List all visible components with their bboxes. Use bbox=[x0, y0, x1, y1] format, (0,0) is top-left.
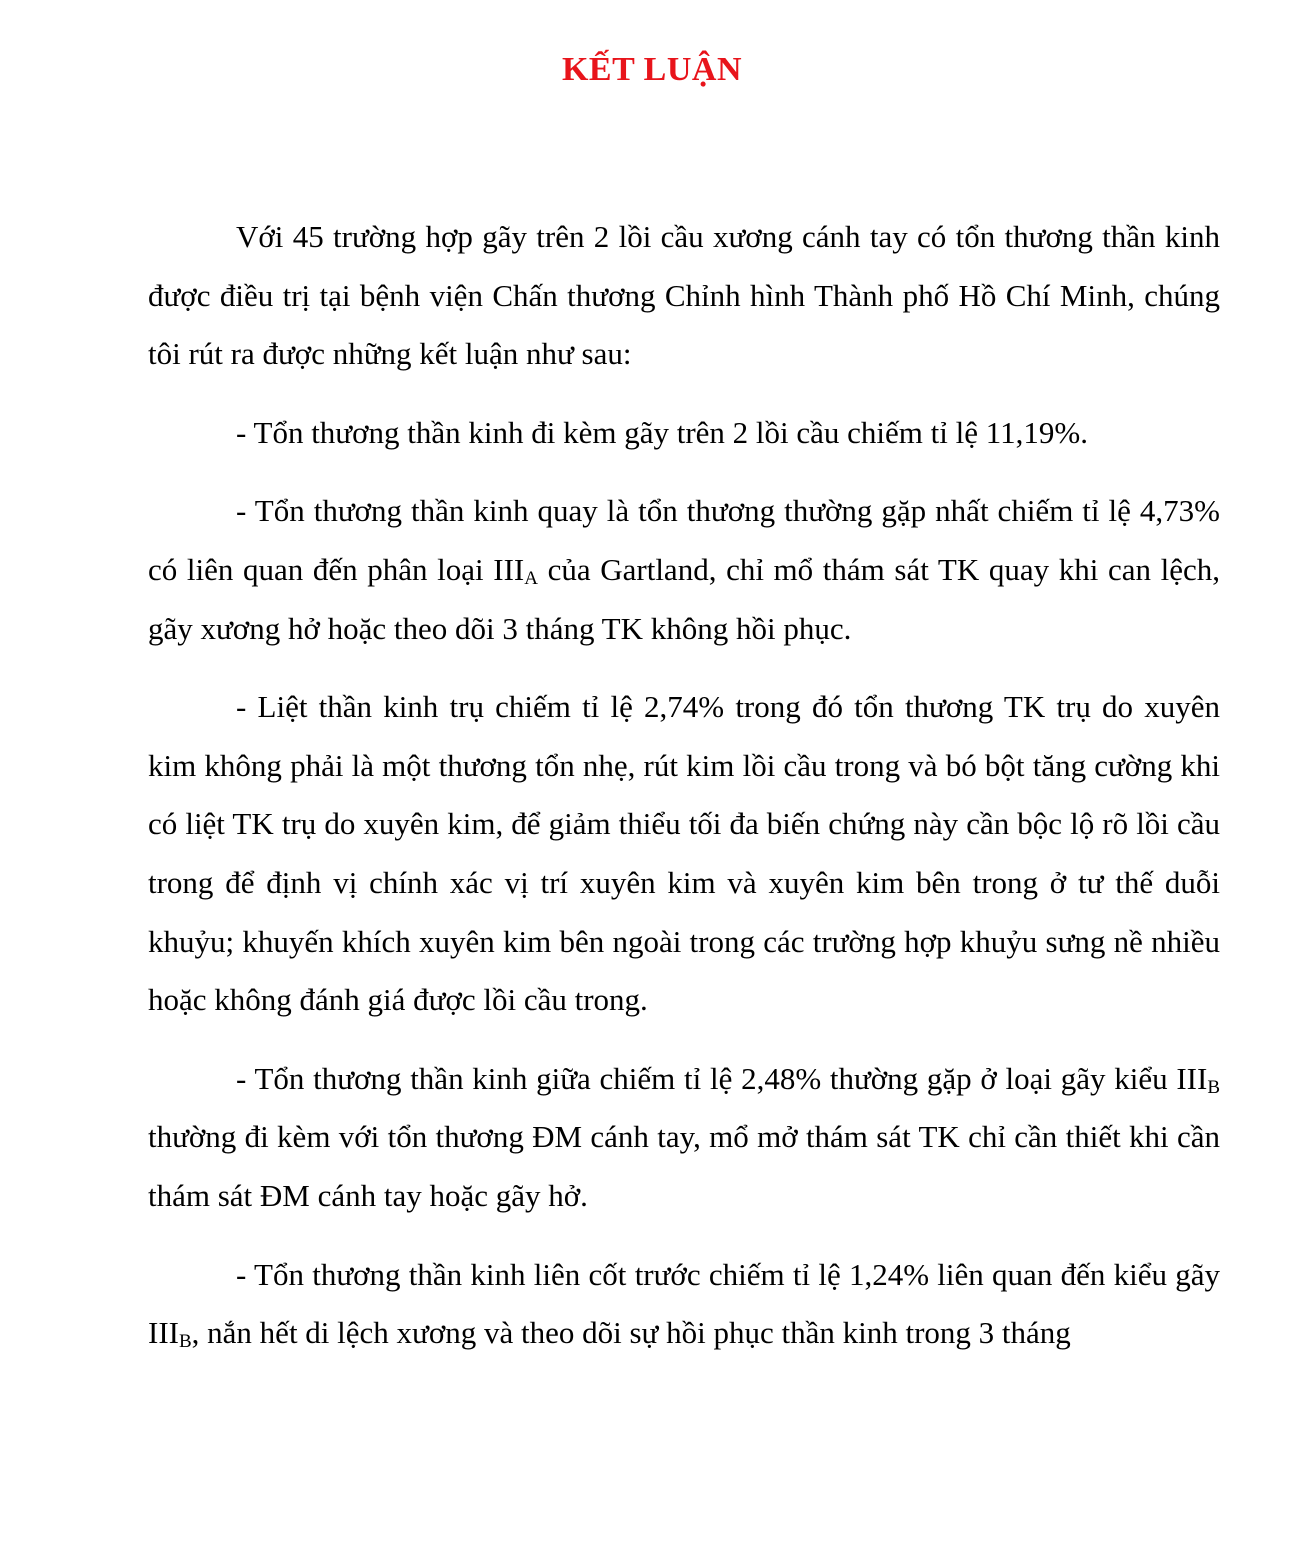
paragraph-conclusion-4 bbox=[148, 1050, 1220, 1226]
subscript: B bbox=[178, 1331, 192, 1353]
paragraph-intro: Với 45 trường hợp gãy trên 2 lồi cầu xương cánh tay có tổn thương thần kinh được điều trị tại bệnh viện Chấn thương Chỉnh hình Thành phố Hồ Chí Minh, chúng tôi rút ra được những kết luận như sau: bbox=[148, 219, 1220, 372]
paragraph-conclusion-5 bbox=[148, 1246, 1220, 1363]
paragraph-conclusion-3: - Liệt thần kinh trụ chiếm tỉ lệ 2,74% trong đó tổn thương TK trụ do xuyên kim không phải là một thương tổn nhẹ, rút kim lồi cầu trong và bó bột tăng cường khi có liệt TK trụ do xuyên kim, để giảm thiểu tối đa biến chứng này cần bộc lộ rõ lồi cầu trong để định vị chính xác vị trí xuyên kim và xuyên kim bên trong ở tư thế duỗi khuỷu; khuyến khích xuyên kim bên ngoài trong các trường hợp khuỷu sưng nề nhiều hoặc không đánh giá được lồi cầu trong. bbox=[148, 689, 1220, 1018]
paragraph-text: , nắn hết di lệch xương và theo dõi sự hồi phục thần kinh trong 3 tháng bbox=[191, 1315, 1071, 1351]
paragraph-text: - Tổn thương thần kinh liên cốt trước chiếm tỉ lệ 1,24% liên quan đến kiểu gãy III bbox=[148, 1256, 1220, 1351]
paragraph-conclusion-2 bbox=[148, 482, 1220, 658]
paragraph-text: thường đi kèm với tổn thương ĐM cánh tay, mổ mở thám sát TK chỉ cần thiết khi cần thám sát ĐM cánh tay hoặc gãy hở. bbox=[148, 1119, 1220, 1213]
subscript: A bbox=[524, 567, 538, 589]
paragraph-conclusion-1: - Tổn thương thần kinh đi kèm gãy trên 2 lồi cầu chiếm tỉ lệ 11,19%. bbox=[236, 414, 1088, 450]
document-body bbox=[148, 208, 1220, 1383]
page-title: KẾT LUẬN bbox=[561, 51, 743, 88]
paragraph-text: của Gartland, chỉ mổ thám sát TK quay khi can lệch, gãy xương hở hoặc theo dõi 3 tháng TK không hồi phục. bbox=[148, 551, 1220, 646]
paragraph-text: - Tổn thương thần kinh giữa chiếm tỉ lệ 2,48% thường gặp ở loại gãy kiểu III bbox=[236, 1060, 1208, 1096]
subscript: B bbox=[1207, 1076, 1220, 1098]
paragraph-text: - Tổn thương thần kinh quay là tổn thương thường gặp nhất chiếm tỉ lệ 4,73% có liên quan đến phân loại III bbox=[148, 493, 1220, 587]
